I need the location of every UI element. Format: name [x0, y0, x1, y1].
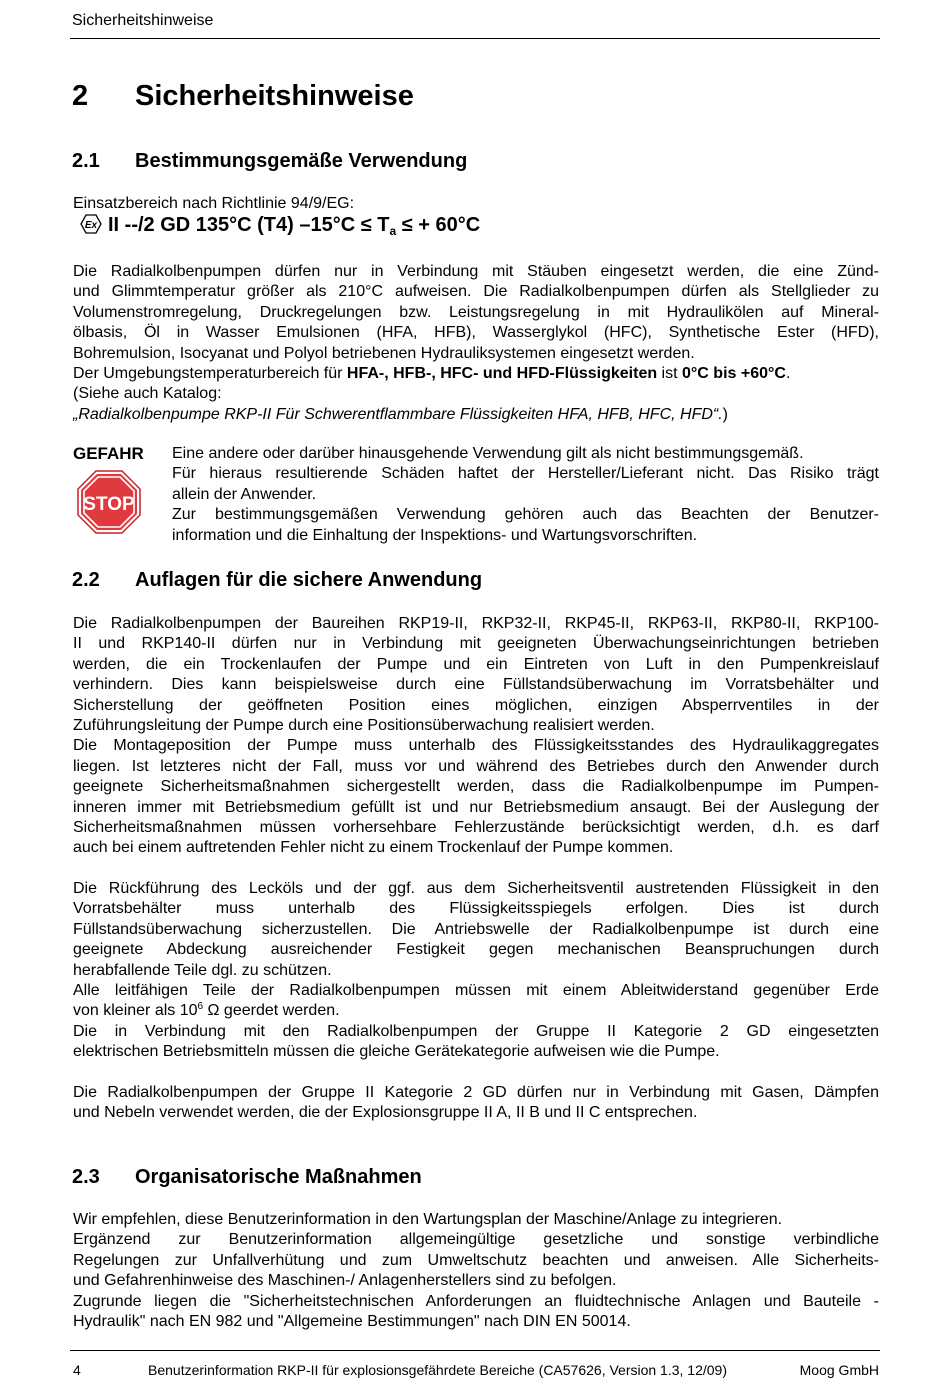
text-line: und Gefahrenhinweise des Maschinen-/ Anlagenherstellers sind zu befolgen.: [73, 1272, 617, 1290]
footer-document: Benutzerinformation RKP-II für explosionsgefährdete Bereiche (CA57626, Version 1.3, 12/09): [148, 1362, 727, 1378]
section-2-3-body: [73, 1210, 879, 1332]
text-line: II und RKP140-II dürfen nur in Verbindung mit geeigneten Überwachungseinrichtungen betrieben: [73, 635, 879, 653]
section-title: Organisatorische Maßnahmen: [135, 1166, 422, 1188]
chapter-heading: [72, 80, 414, 113]
text-line: Für hieraus resultierende Schäden haftet der Hersteller/Lieferant nicht. Das Risiko trägt: [172, 465, 879, 483]
text-line: Hydraulik" nach EN 982 und "Allgemeine Bestimmungen" nach DIN EN 50014.: [73, 1313, 631, 1331]
scope-intro: Einsatzbereich nach Richtlinie 94/9/EG:: [73, 195, 355, 212]
section-number: 2.3: [72, 1166, 100, 1188]
section-2-2-body: [73, 614, 879, 1123]
footer-company: Moog GmbH: [799, 1362, 879, 1378]
text-line: herabfallende Teile dgl. zu schützen.: [73, 961, 332, 979]
page-number: 4: [73, 1362, 81, 1378]
text-line: Zugrunde liegen die "Sicherheitstechnischen Anforderungen an fluidtechnische Anlagen und Bauteile -: [73, 1292, 879, 1310]
text-line: Eine andere oder darüber hinausgehende Verwendung gilt als nicht bestimmungsgemäß.: [172, 445, 804, 462]
danger-label: GEFAHR: [73, 444, 144, 463]
section-number: 2.1: [72, 150, 100, 172]
text-line: Bohremulsion, Isocyanat und Polyol betriebenen Hydrauliksystemen eingesetzt werden.: [73, 344, 695, 362]
catalog-title: „Radialkolbenpumpe RKP-II Für Schwerentflammbare Flüssigkeiten HFA, HFB, HFC, HFD“.: [73, 405, 723, 423]
section-heading-2-3: [72, 1166, 422, 1189]
ex-hexagon-icon: [80, 214, 102, 234]
text-line: und Nebeln verwendet werden, die der Explosionsgruppe II A, II B und II C entsprechen.: [73, 1103, 698, 1121]
ex-marking-sub: a: [389, 224, 397, 238]
text-line: Ergänzend zur Benutzerinformation allgemeingültige gesetzliche und sonstige verbindliche: [73, 1231, 879, 1249]
ex-marking-main: II --/2 GD 135°C (T4) –15°C ≤ T: [108, 214, 390, 236]
text-line: Füllstandsüberwachung sicherzustellen. Die Antriebswelle der Radialkolbenpumpe ist durch eine: [73, 920, 879, 938]
text-line: liegen. Ist letzteres nicht der Fall, muss vor und während des Betriebes durch den Anwender durch: [73, 757, 879, 775]
text-run: Ω geerdet werden.: [203, 1002, 340, 1020]
text-line: Sicherstellung der geöffneten Position eines möglichen, einzigen Absperrventiles in der: [73, 696, 879, 714]
svg-text:Ex: Ex: [84, 220, 98, 231]
text-line: Regelungen zur Unfallverhütung und zum Umweltschutz beachten und anweisen. Alle Sicherheits-: [73, 1251, 879, 1269]
text-line: Sicherheitsmaßnahmen müssen vorhersehbare Fehlerzustände berücksichtigt werden, d.h. es darf: [73, 819, 879, 837]
text-line: verhindern. Dies kann beispielsweise durch eine Füllstandsüberwachung im Vorratsbehälter und: [73, 676, 879, 694]
footer-rule: [70, 1350, 880, 1351]
text-line: Volumenstromregelung, Druckregelungen bzw. Leistungsregelung in mit Hydraulikölen auf Mineral-: [73, 303, 879, 321]
text-line: geeignete Sicherheitsmaßnahmen sichergestellt werden, dass die Radialkolbenpumpe im Pumpen-: [73, 778, 879, 796]
section-title: Bestimmungsgemäße Verwendung: [135, 150, 468, 172]
text-line: Die Radialkolbenpumpen der Gruppe II Kategorie 2 GD dürfen nur in Verbindung mit Gasen, Dämpfen: [73, 1083, 879, 1101]
danger-text: [172, 444, 879, 546]
chapter-number: 2: [72, 80, 89, 112]
text-line: elektrischen Betriebsmitteln müssen die gleiche Gerätekategorie aufweisen wie die Pumpe.: [73, 1043, 720, 1061]
catalog-reference: [73, 405, 879, 425]
text-line: geeignete Abdeckung ausreichender Festigkeit gegen mechanischen Beanspruchungen durch: [73, 941, 879, 959]
grounding-line: [73, 1001, 879, 1021]
text-line: Die Radialkolbenpumpen dürfen nur in Verbindung mit Stäuben eingesetzt werden, die eine Zünd-: [73, 263, 879, 280]
text-line: allein der Anwender.: [172, 485, 317, 503]
text-run: ): [722, 405, 728, 423]
text-line: Wir empfehlen, diese Benutzerinformation in den Wartungsplan der Maschine/Anlage zu integrieren.: [73, 1211, 783, 1228]
text-line: und Glimmtemperatur größer als 210°C aufweisen. Die Radialkolbenpumpen dürfen als Stellglieder zu: [73, 283, 879, 301]
temperature-range: [73, 364, 879, 384]
section-heading-2-2: [72, 569, 482, 592]
catalog-intro: (Siehe auch Katalog:: [73, 385, 222, 403]
text-line: information und die Einhaltung der Inspektions- und Wartungsvorschriften.: [172, 526, 698, 544]
paragraph-usage: [73, 262, 879, 425]
text-run: Der Umgebungstemperaturbereich für: [73, 365, 347, 383]
text-line: Alle leitfähigen Teile der Radialkolbenpumpen müssen mit einem Ableitwiderstand gegenüber Erde: [73, 981, 879, 999]
paragraph-gap: [73, 859, 879, 879]
section-heading-2-1: [72, 150, 467, 173]
exponent: 6: [197, 1001, 204, 1013]
text-line: Die Radialkolbenpumpen der Baureihen RKP19-II, RKP32-II, RKP45-II, RKP63-II, RKP80-II, RKP100-: [73, 615, 879, 632]
paragraph-gap: [73, 1063, 879, 1083]
section-title: Auflagen für die sichere Anwendung: [135, 569, 483, 591]
text-line: Zuführungsleitung der Pumpe durch eine Positionsüberwachung realisiert werden.: [73, 717, 655, 735]
ex-marking: [80, 214, 480, 237]
text-run: von kleiner als 10: [73, 1002, 198, 1020]
stop-sign-icon: [77, 470, 141, 534]
text-line: ölbasis, Öl in Wasser Emulsionen (HFA, HFB), Wasserglykol (HFC), Synthetische Ester (HFD),: [73, 324, 879, 342]
chapter-title: Sicherheitshinweise: [135, 80, 414, 112]
section-number: 2.2: [72, 569, 100, 591]
text-line: werden, die ein Trockenlaufen der Pumpe und ein Eintreten von Luft in den Pumpenkreislauf: [73, 655, 879, 673]
text-line: Die in Verbindung mit den Radialkolbenpumpen der Gruppe II Kategorie 2 GD eingesetzten: [73, 1022, 879, 1040]
stop-sign-text: STOP: [83, 494, 135, 515]
temperature-bold: 0°C bis +60°C: [682, 365, 786, 383]
text-line: Die Rückführung des Lecköls und der ggf. aus dem Sicherheitsventil austretenden Flüssigkeit in den: [73, 879, 879, 897]
text-line: Zur bestimmungsgemäßen Verwendung gehören auch das Beachten der Benutzer-: [172, 506, 879, 524]
running-header: Sicherheitshinweise: [72, 12, 214, 29]
text-line: auch bei einem auftretenden Fehler nicht zu einem Trockenlauf der Pumpe kommen.: [73, 839, 674, 857]
text-line: Vorratsbehälter muss unterhalb des Flüssigkeitsspiegels erfolgen. Dies ist durch: [73, 900, 879, 918]
text-run: ist: [657, 365, 682, 383]
text-line: inneren immer mit Betriebsmedium gefüllt ist und nur Betriebsmedium ansaugt. Bei der Auslegung der: [73, 798, 879, 816]
header-rule: [70, 38, 880, 39]
text-line: Die Montageposition der Pumpe muss unterhalb des Flüssigkeitsstandes des Hydraulikaggregates: [73, 737, 879, 755]
ex-marking-tail: ≤ + 60°C: [396, 214, 481, 236]
fluids-bold: HFA-, HFB-, HFC- und HFD-Flüssigkeiten: [346, 365, 658, 383]
text-run: .: [785, 365, 791, 383]
